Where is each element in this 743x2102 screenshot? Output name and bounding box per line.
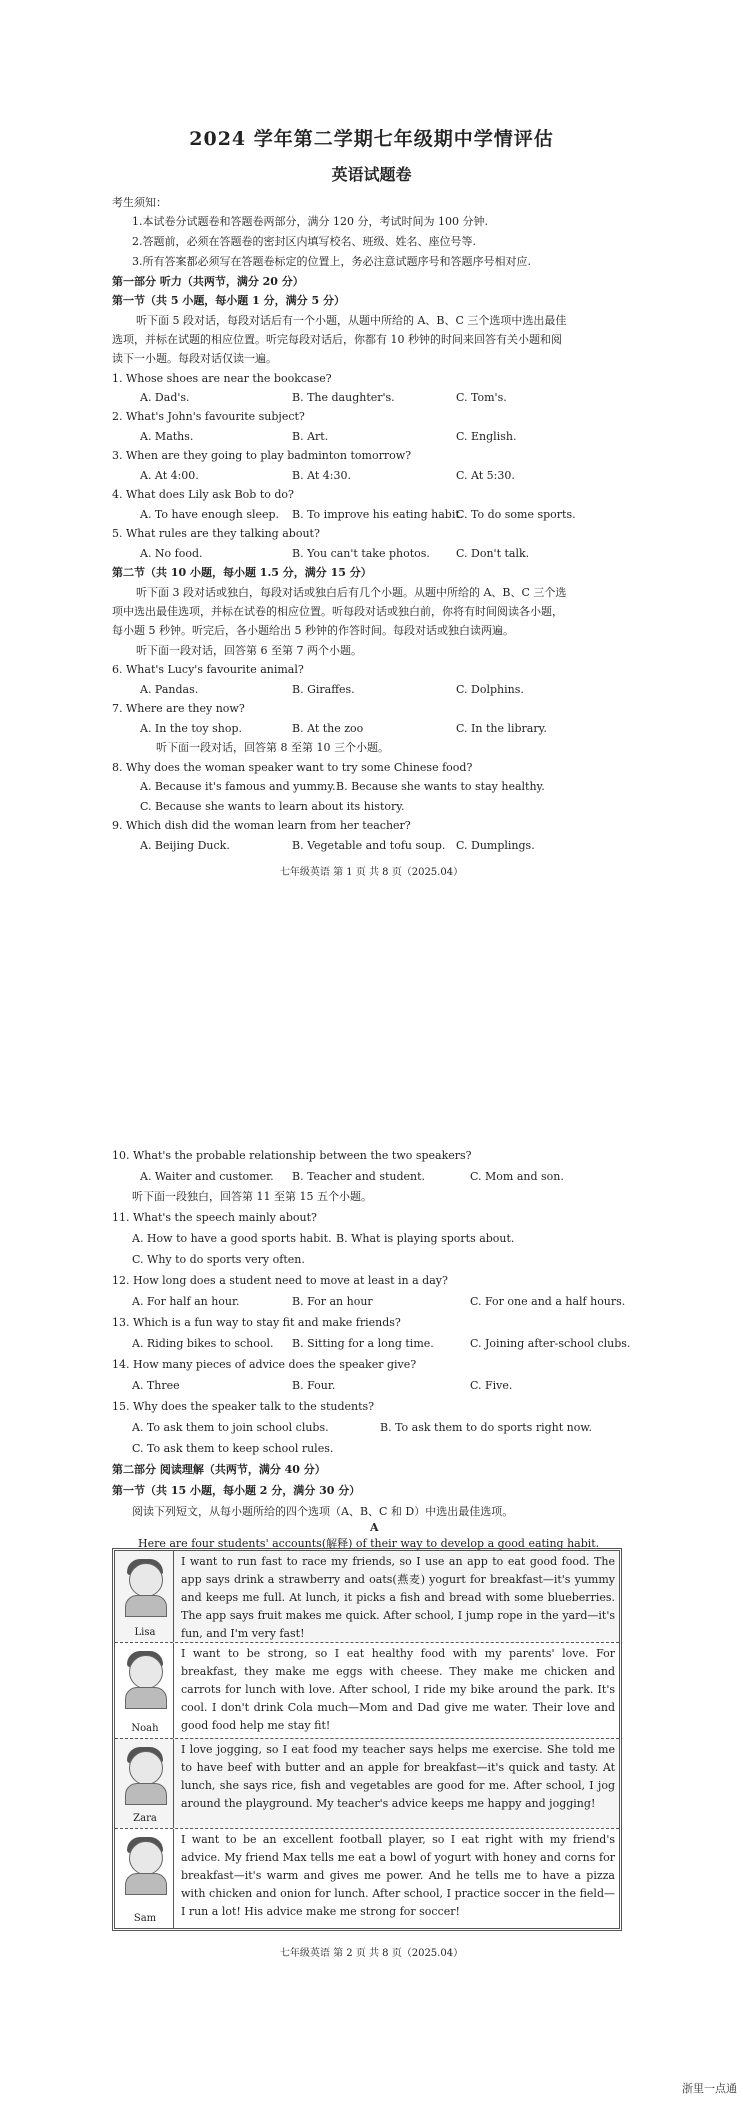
part2-instr: 阅读下列短文，从每小题所给的四个选项（A、B、C 和 D）中选出最佳选项。 (132, 1505, 514, 1518)
watermark: 浙里一点通 (682, 2082, 737, 2095)
option-c[interactable]: C. English. (456, 430, 517, 443)
option-a[interactable]: A. Three (132, 1379, 180, 1392)
student-name: Lisa (134, 1627, 156, 1638)
listening-note: 听下面一段对话，回答第 8 至第 10 三个小题。 (156, 741, 389, 754)
part1-sec1-instr: 听下面 5 段对话，每段对话后有一个小题，从题中所给的 A、B、C 三个选项中选出最佳 (136, 314, 567, 327)
student-name: Sam (133, 1913, 157, 1924)
option-a[interactable]: A. Because it's famous and yummy. (140, 780, 336, 793)
student-account-text: I want to be strong, so I eat healthy food with my parents' love. For breakfast, they make me eggs with cheese. They make me chicken and carrots for lunch with love. After school, I ride my bike around the park. It's cool. I don't drink Cola much—Mom and Dad give me water. Their love and good food help me stay fit! (181, 1647, 615, 1732)
notice-item: 3.所有答案都必须写在答题卷标定的位置上，务必注意试题序号和答题序号相对应. (132, 255, 531, 268)
student-account-text: I love jogging, so I eat food my teacher says helps me exercise. She told me to have beef with butter and an apple for breakfast—it's quick and tasty. At lunch, she says rice, fish and vegetables are good for me. After school, I jog around the playground. My teacher's advice keeps me happy and jogging! (181, 1743, 615, 1810)
part1-sec2-instr: 每小题 5 秒钟。听完后，各小题给出 5 秒钟的作答时间。每段对话或独白读两遍。 (112, 624, 514, 637)
option-c[interactable]: C. Why to do sports very often. (132, 1253, 305, 1266)
notice-heading: 考生须知： (112, 196, 167, 209)
option-c[interactable]: C. At 5:30. (456, 469, 515, 482)
option-c[interactable]: C. Joining after-school clubs. (470, 1337, 631, 1350)
option-b[interactable]: B. Art. (292, 430, 329, 443)
student-name: Noah (131, 1723, 159, 1734)
question: 6. What's Lucy's favourite animal? (112, 663, 304, 676)
option-a[interactable]: A. Maths. (140, 430, 194, 443)
option-c[interactable]: C. In the library. (456, 722, 547, 735)
option-b[interactable]: B. To ask them to do sports right now. (380, 1421, 592, 1434)
question: 14. How many pieces of advice does the speaker give? (112, 1358, 417, 1371)
student-row (115, 1642, 619, 1738)
face-icon (129, 1751, 163, 1785)
part1-sec2-heading: 第二节（共 10 小题，每小题 1.5 分，满分 15 分） (112, 566, 372, 579)
option-a[interactable]: A. Dad's. (140, 391, 190, 404)
part2-heading: 第二部分 阅读理解（共两节，满分 40 分） (112, 1463, 326, 1476)
body-shape (125, 1595, 167, 1617)
question: 2. What's John's favourite subject? (112, 410, 305, 423)
listening-note: 听下面一段对话，回答第 6 至第 7 两个小题。 (136, 644, 362, 657)
option-b[interactable]: B. At 4:30. (292, 469, 351, 482)
listening-note: 听下面一段独白，回答第 11 至第 15 五个小题。 (132, 1190, 372, 1203)
exam-title: 2024 学年第二学期七年级期中学情评估 (189, 128, 554, 150)
student-portrait (117, 1643, 174, 1738)
question: 3. When are they going to play badminton tomorrow? (112, 449, 412, 462)
option-b[interactable]: B. Because she wants to stay healthy. (336, 780, 545, 793)
student-accounts-table (112, 1548, 622, 1931)
option-a[interactable]: A. To ask them to join school clubs. (132, 1421, 329, 1434)
option-c[interactable]: C. To ask them to keep school rules. (132, 1442, 334, 1455)
option-b[interactable]: B. You can't take photos. (292, 547, 430, 560)
option-c[interactable]: C. Don't talk. (456, 547, 530, 560)
option-c[interactable]: C. Five. (470, 1379, 513, 1392)
student-account-text: I want to be an excellent football player, so I eat right with my friend's advice. My friend Max tells me eat a bowl of yogurt with honey and corns for breakfast—it's warm and gives me power. And he tells me to have a pizza with chicken and onion for lunch. After school, I practice soccer in the field—I run a lot! His advice make me strong for soccer! (181, 1833, 615, 1918)
question: 12. How long does a student need to move at least in a day? (112, 1274, 448, 1287)
part1-sec2-instr: 听下面 3 段对话或独白，每段对话或独白后有几个小题。从题中所给的 A、B、C 三个选 (136, 586, 567, 599)
option-b[interactable]: B. What is playing sports about. (336, 1232, 515, 1245)
option-c[interactable]: C. Tom's. (456, 391, 507, 404)
student-row (115, 1551, 619, 1642)
option-c[interactable]: C. Dolphins. (456, 683, 524, 696)
student-portrait (117, 1551, 174, 1642)
option-a[interactable]: A. Pandas. (140, 683, 199, 696)
part1-sec2-instr: 项中选出最佳选项，并标在试卷的相应位置。听每段对话或独白前，你将有时间阅读各小题， (112, 605, 563, 618)
option-c[interactable]: C. For one and a half hours. (470, 1295, 626, 1308)
student-row (115, 1738, 619, 1828)
page-footer: 七年级英语 第 2 页 共 8 页（2025.04） (279, 1948, 464, 1959)
question: 1. Whose shoes are near the bookcase? (112, 372, 332, 385)
student-row (115, 1828, 619, 1928)
passage-label: A (370, 1521, 379, 1534)
option-b[interactable]: B. The daughter's. (292, 391, 395, 404)
question: 5. What rules are they talking about? (112, 527, 320, 540)
part1-heading: 第一部分 听力（共两节，满分 20 分） (112, 275, 304, 288)
option-a[interactable]: A. How to have a good sports habit. (132, 1232, 332, 1245)
option-b[interactable]: B. At the zoo (292, 722, 364, 735)
option-c[interactable]: C. Because she wants to learn about its history. (140, 800, 405, 813)
body-shape (125, 1873, 167, 1895)
part1-sec1-instr: 选项，并标在试题的相应位置。听完每段对话后，你都有 10 秒钟的时间来回答有关小题和阅 (112, 333, 562, 346)
option-a[interactable]: A. In the toy shop. (140, 722, 243, 735)
question: 11. What's the speech mainly about? (112, 1211, 317, 1224)
exam-subtitle: 英语试题卷 (331, 165, 412, 184)
option-c[interactable]: C. To do some sports. (456, 508, 576, 521)
notice-item: 1.本试卷分试题卷和答题卷两部分，满分 120 分，考试时间为 100 分钟. (132, 215, 488, 228)
page-footer: 七年级英语 第 1 页 共 8 页（2025.04） (279, 867, 464, 878)
student-portrait (117, 1829, 174, 1928)
option-a[interactable]: A. Riding bikes to school. (132, 1337, 274, 1350)
face-icon (129, 1841, 163, 1875)
student-portrait (117, 1739, 174, 1828)
option-c[interactable]: C. Mom and son. (470, 1170, 564, 1183)
face-icon (129, 1655, 163, 1689)
option-a[interactable]: A. For half an hour. (132, 1295, 240, 1308)
part2-sec1-heading: 第一节（共 15 小题，每小题 2 分，满分 30 分） (112, 1484, 361, 1497)
face-icon (129, 1563, 163, 1597)
option-a[interactable]: A. Waiter and customer. (140, 1170, 274, 1183)
option-a[interactable]: A. To have enough sleep. (140, 508, 280, 521)
option-b[interactable]: B. Four. (292, 1379, 336, 1392)
option-b[interactable]: B. To improve his eating habit. (292, 508, 464, 521)
option-a[interactable]: A. At 4:00. (140, 469, 199, 482)
part1-sec1-instr: 读下一小题。每段对话仅读一遍。 (112, 352, 277, 365)
part1-sec1-heading: 第一节（共 5 小题，每小题 1 分，满分 5 分） (112, 294, 345, 307)
body-shape (125, 1687, 167, 1709)
option-b[interactable]: B. For an hour (292, 1295, 373, 1308)
body-shape (125, 1783, 167, 1805)
option-b[interactable]: B. Giraffes. (292, 683, 355, 696)
notice-item: 2.答题前，必须在答题卷的密封区内填写校名、班级、姓名、座位号等. (132, 235, 476, 248)
question: 7. Where are they now? (112, 702, 245, 715)
student-name: Zara (133, 1813, 157, 1824)
question: 10. What's the probable relationship between the two speakers? (112, 1149, 472, 1162)
question: 15. Why does the speaker talk to the students? (112, 1400, 375, 1413)
question: 4. What does Lily ask Bob to do? (112, 488, 294, 501)
option-a[interactable]: A. Beijing Duck. (140, 839, 230, 852)
student-account-text: I want to run fast to race my friends, so I use an app to eat good food. The app says drink a strawberry and oats(燕麦) yogurt for breakfast—it's yummy and keeps me full. At lunch, it picks a fish and bread with some blueberries. The app says fruit makes me quick. After school, I jump rope in the yard—it's fun, and I'm very fast! (181, 1555, 615, 1640)
option-a[interactable]: A. No food. (140, 547, 203, 560)
option-c[interactable]: C. Dumplings. (456, 839, 535, 852)
question: 13. Which is a fun way to stay fit and make friends? (112, 1316, 401, 1329)
option-b[interactable]: B. Sitting for a long time. (292, 1337, 434, 1350)
question: 9. Which dish did the woman learn from her teacher? (112, 819, 411, 832)
passage-intro: Here are four students' accounts(解释) of their way to develop a good eating habit. (138, 1537, 600, 1550)
option-b[interactable]: B. Vegetable and tofu soup. (292, 839, 446, 852)
option-b[interactable]: B. Teacher and student. (292, 1170, 426, 1183)
question: 8. Why does the woman speaker want to try some Chinese food? (112, 761, 473, 774)
